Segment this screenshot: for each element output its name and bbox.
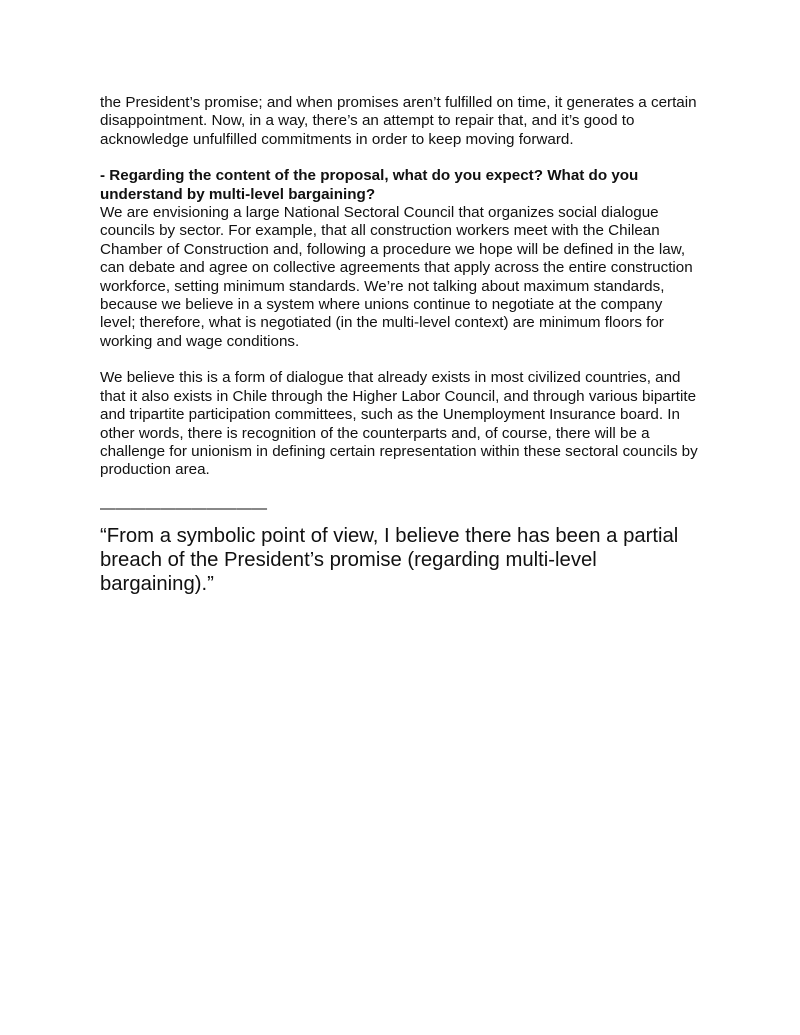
paragraph-spacer (100, 149, 700, 167)
body-paragraph-answer: We are envisioning a large National Sectoral Council that organizes social dialogue councils by sector. For example, that all construction workers meet with the Chilean Chamber of Construction and, following a procedure we hope will be defined in the law, can debate and agree on collective agreements that apply across the entire construction workforce, setting minimum standards. We’re not talking about maximum standards, because we believe in a system where unions continue to negotiate at the company level; therefore, what is negotiated (in the multi-level context) are minimum floors for working and wage conditions. (100, 204, 693, 350)
body-paragraph-dialogue: We believe this is a form of dialogue that already exists in most civilized countries, and that it also exists in Chile through the Higher Labor Council, and through various bipartite and tripartite participation committees, such as the Unemployment Insurance board. In other words, there is recognition of the counterparts and, of course, there will be a challenge for unionism in defining certain representation within these sectoral councils by production area. (100, 369, 698, 479)
interview-question: - Regarding the content of the proposal, what do you expect? What do you understand by multi-level bargaining? (100, 167, 639, 203)
body-paragraph-intro: the President’s promise; and when promises aren’t fulfilled on time, it generates a certain disappointment. Now, in a way, there’s an attempt to repair that, and it’s good to acknowledge unfulfilled commitments in order to keep moving forward. (100, 94, 697, 148)
paragraph-spacer (100, 351, 700, 369)
document-page (100, 94, 700, 596)
pull-quote: “From a symbolic point of view, I believe there has been a partial breach of the President’s promise (regarding multi-level bargaining).” (100, 524, 679, 595)
section-divider: ——————————— (100, 499, 268, 517)
